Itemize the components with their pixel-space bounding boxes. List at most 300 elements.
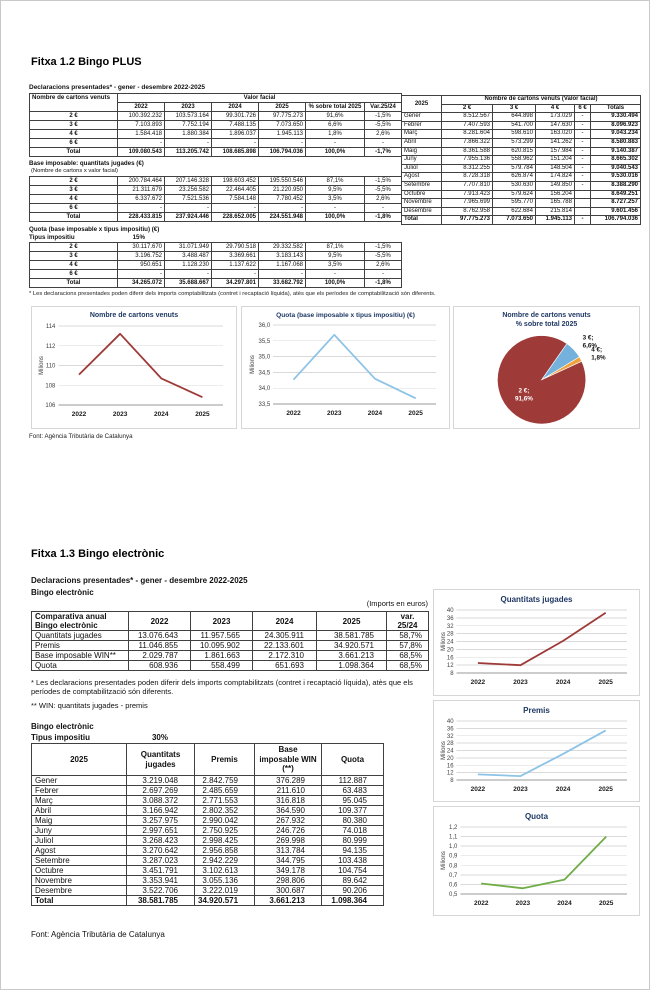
- table-cell: 950.651: [118, 261, 165, 270]
- table-cell: -: [259, 204, 306, 213]
- table-cell: 6.337.672: [118, 195, 165, 204]
- svg-text:106: 106: [45, 402, 56, 409]
- table-cell: 57,8%: [387, 641, 429, 651]
- row-label-cell: Juliol: [402, 164, 442, 173]
- table-cell: 7.584.148: [212, 195, 259, 204]
- table-cell: 3.088.372: [127, 796, 195, 806]
- svg-text:108: 108: [45, 383, 56, 390]
- table-cell: 163.020: [536, 130, 575, 139]
- table-cell: -: [575, 113, 591, 122]
- table-cell: 103.573.164: [165, 112, 212, 121]
- table-cell: 100,0%: [306, 148, 365, 157]
- table-cell: -: [306, 204, 365, 213]
- tipus-impositiu-label: Tipus impositiu: [29, 234, 75, 241]
- table-cell: 2,6%: [365, 195, 402, 204]
- table-cell: 8.361.588: [442, 147, 493, 156]
- svg-text:36,0: 36,0: [258, 323, 270, 330]
- col-2022: 2022: [118, 103, 165, 112]
- table-cell: -: [259, 139, 306, 148]
- table-cell: 2,6%: [365, 261, 402, 270]
- table-cell: 58,7%: [387, 631, 429, 641]
- table-cell: 34.920.571: [317, 641, 387, 651]
- table-cell: 1.945.113: [259, 130, 306, 139]
- row-label-cell: Gener: [402, 113, 442, 122]
- table-cell: 157.984: [536, 147, 575, 156]
- table-cell: 109.080.543: [118, 148, 165, 157]
- row-label-cell: 2 €: [30, 177, 118, 186]
- table-row: [402, 147, 641, 156]
- table-cell: 3.219.048: [127, 776, 195, 786]
- svg-text:35,5: 35,5: [258, 339, 270, 346]
- row-label-cell: Octubre: [402, 190, 442, 199]
- table-row: [32, 651, 429, 661]
- table-cell: 316.818: [255, 796, 322, 806]
- table-cell: 3.451.791: [127, 866, 195, 876]
- table-cell: -5,5%: [365, 186, 402, 195]
- tipus-impositiu-value: 15%: [132, 234, 145, 241]
- table-row: [402, 164, 641, 173]
- table-cell: 89.642: [322, 876, 384, 886]
- table-cell: 3.488.487: [165, 252, 212, 261]
- col-var: Var.25/24: [365, 103, 402, 112]
- svg-text:8: 8: [449, 778, 454, 784]
- table-cell: 237.924.446: [165, 213, 212, 222]
- svg-text:Milions: Milions: [39, 355, 45, 375]
- svg-text:2022: 2022: [71, 410, 87, 418]
- svg-text:2025: 2025: [407, 410, 423, 418]
- table-cell: 207.146.328: [165, 177, 212, 186]
- table-cell: 3.287.023: [127, 856, 195, 866]
- imports-en-euros-label: (Imports en euros): [366, 599, 428, 608]
- row-label-cell: Desembre: [402, 207, 442, 216]
- table-cell: 38.581.785: [127, 896, 195, 906]
- table-cell: 9.140.387: [591, 147, 641, 156]
- table-cell: 9.040.543: [591, 164, 641, 173]
- row-label-cell: Premis: [32, 641, 129, 651]
- col-2024: 2024: [253, 612, 317, 631]
- table-row: [32, 836, 384, 846]
- table-cell: 3.369.661: [212, 252, 259, 261]
- chart-title-line2: % sobre total 2025: [515, 320, 578, 328]
- table-cell: 349.178: [255, 866, 322, 876]
- col-pct-total: % sobre total 2025: [306, 103, 365, 112]
- row-label-cell: Maig: [32, 816, 127, 826]
- table-cell: -: [575, 156, 591, 165]
- table-cell: 364.590: [255, 806, 322, 816]
- table-cell: 1.880.384: [165, 130, 212, 139]
- row-label-cell: 4 €: [30, 261, 118, 270]
- table-cell: 2.697.269: [127, 786, 195, 796]
- table-row: [30, 279, 402, 288]
- chart-box-quota-plus: [241, 306, 450, 429]
- row-label-cell: Abril: [402, 138, 442, 147]
- row-label-cell: Base imposable WIN**: [32, 651, 129, 661]
- table-cell: 151.204: [536, 156, 575, 165]
- table-cell: -: [118, 204, 165, 213]
- col-quota: Quota: [322, 744, 384, 776]
- chart-title-line1: Nombre de cartons venuts: [502, 312, 591, 319]
- table-cell: -: [165, 270, 212, 279]
- table-cell: 2.942.229: [195, 856, 255, 866]
- chart-box-quota-electronic: [433, 806, 640, 916]
- base-imposable-subcaption: (Nombre de cartons x valor facial): [31, 168, 118, 174]
- svg-text:110: 110: [45, 363, 56, 370]
- row-label-cell: Agost: [32, 846, 127, 856]
- table-cell: 3.222.019: [195, 886, 255, 896]
- table-cell: 1,8%: [306, 130, 365, 139]
- row-label-cell: 3 €: [30, 252, 118, 261]
- row-label-cell: Juny: [402, 156, 442, 165]
- table-cell: 3.257.975: [127, 816, 195, 826]
- table-cell: -1,8%: [365, 279, 402, 288]
- table-cell: 3.055.136: [195, 876, 255, 886]
- table-cell: 558.499: [191, 661, 253, 671]
- table-cell: 6,6%: [306, 121, 365, 130]
- table-row: [32, 856, 384, 866]
- table-row: [402, 113, 641, 122]
- table-row: [32, 816, 384, 826]
- table-base-imposable: [29, 176, 402, 222]
- table-monthly-2025-bingo-electronic: [31, 743, 384, 906]
- monthly-year-header: 2025: [402, 96, 442, 113]
- table-cell: 10.095.902: [191, 641, 253, 651]
- table-cell: 3.196.752: [118, 252, 165, 261]
- table-cell: 7.752.194: [165, 121, 212, 130]
- table-row: [32, 641, 429, 651]
- table-cell: 2.750.925: [195, 826, 255, 836]
- table-cell: 156.204: [536, 190, 575, 199]
- row-label-cell: Setembre: [32, 856, 127, 866]
- table-cell: 8.649.251: [591, 190, 641, 199]
- row-label-cell: Novembre: [32, 876, 127, 886]
- col-6eur: 6 €: [575, 104, 591, 113]
- table-row: [30, 139, 402, 148]
- table-cell: 215.814: [536, 207, 575, 216]
- table-row: [402, 207, 641, 216]
- table-cell: 80.380: [322, 816, 384, 826]
- table-cell: -: [212, 139, 259, 148]
- tipus-impositiu-value: 30%: [151, 733, 168, 742]
- svg-text:2024: 2024: [555, 786, 570, 793]
- table-cell: 91,6%: [306, 112, 365, 121]
- table-cell: 7.073.650: [259, 121, 306, 130]
- svg-text:2022: 2022: [470, 679, 485, 686]
- col-base-imposable-win: Base imposable WIN (**): [255, 744, 322, 776]
- table-row: [402, 199, 641, 208]
- svg-text:20: 20: [446, 647, 454, 654]
- fitxa13-source: Font: Agència Tributària de Catalunya: [31, 930, 165, 939]
- table-row-header: Nombre de cartons venuts: [30, 94, 118, 112]
- table-row: [402, 190, 641, 199]
- table-cell: 9.043.234: [591, 130, 641, 139]
- svg-text:28: 28: [446, 741, 454, 748]
- table-cell: -1,5%: [365, 243, 402, 252]
- table-cell: 90.206: [322, 886, 384, 896]
- table-cell: 38.581.785: [317, 631, 387, 641]
- table-cell: 7.866.322: [442, 138, 493, 147]
- table-cell: 148.504: [536, 164, 575, 173]
- table-cell: 97.775.273: [259, 112, 306, 121]
- table-cell: 147.630: [536, 121, 575, 130]
- table-cell: 11.957.565: [191, 631, 253, 641]
- table-cell: 644.898: [493, 113, 536, 122]
- row-label-cell: 3 €: [30, 186, 118, 195]
- table-row: [30, 121, 402, 130]
- table-row: [402, 181, 641, 190]
- table-cell: 211.610: [255, 786, 322, 796]
- row-label-cell: 2 €: [30, 112, 118, 121]
- table-cell: 195.550.546: [259, 177, 306, 186]
- table-cell: -: [212, 204, 259, 213]
- pie-chart-pct-total-2025: [457, 330, 637, 424]
- tipus-impositiu-label: Tipus impositiu: [31, 733, 90, 742]
- table-cell: 2.771.553: [195, 796, 255, 806]
- table-cell: 3,5%: [306, 195, 365, 204]
- table-cell: -: [118, 270, 165, 279]
- table-cell: 104.754: [322, 866, 384, 876]
- svg-text:0,7: 0,7: [448, 872, 457, 879]
- fitxa13-section-label2: Bingo electrònic: [31, 722, 94, 731]
- svg-text:4 €;1,8%: 4 €; 1,8%: [590, 345, 606, 361]
- svg-text:40: 40: [446, 719, 454, 725]
- svg-text:12: 12: [446, 770, 454, 777]
- table-cell: 30.117.670: [118, 243, 165, 252]
- table-cell: -: [118, 139, 165, 148]
- table-cell: -: [165, 139, 212, 148]
- line-chart-quota-plus: [246, 320, 446, 418]
- table-cell: 3.102.613: [195, 866, 255, 876]
- svg-text:2025: 2025: [597, 679, 613, 686]
- svg-text:2024: 2024: [154, 410, 169, 418]
- table-cell: 8.728.318: [442, 173, 493, 182]
- tipus-impositiu-row-13: [31, 733, 168, 742]
- table-cell: 34.265.072: [118, 279, 165, 288]
- table-row: [30, 204, 402, 213]
- comparativa-row-header-line2: Bingo electrònic: [35, 621, 98, 630]
- table-cell: 68,5%: [387, 651, 429, 661]
- svg-text:2023: 2023: [512, 786, 528, 793]
- tipus-impositiu-row: [29, 234, 145, 241]
- table-cell: 1.137.622: [212, 261, 259, 270]
- table-cell: 9.530.016: [591, 173, 641, 182]
- svg-text:2 €;91,6%: 2 €; 91,6%: [514, 387, 533, 403]
- table-cell: 3.183.143: [259, 252, 306, 261]
- row-label-cell: 4 €: [30, 130, 118, 139]
- svg-text:33,5: 33,5: [258, 402, 270, 409]
- comparativa-row-header: [32, 612, 129, 631]
- table-row: [402, 138, 641, 147]
- row-label-cell: Gener: [32, 776, 127, 786]
- svg-text:0,5: 0,5: [448, 892, 457, 898]
- svg-text:114: 114: [45, 323, 56, 330]
- col-2022: 2022: [129, 612, 191, 631]
- base-imposable-caption: Base imposable: quantitats jugades (€): [29, 160, 144, 167]
- svg-text:2025: 2025: [597, 786, 613, 793]
- svg-text:20: 20: [446, 755, 454, 762]
- svg-text:12: 12: [446, 663, 454, 670]
- row-label-cell: Juny: [32, 826, 127, 836]
- table-cell: 2.956.858: [195, 846, 255, 856]
- table-cell: 626.874: [493, 173, 536, 182]
- table-cell: 269.998: [255, 836, 322, 846]
- table-cell: 300.687: [255, 886, 322, 896]
- row-label-cell: Març: [32, 796, 127, 806]
- fitxa13-section-label: Bingo electrònic: [31, 588, 94, 597]
- fitxa12-source: Font: Agència Tributària de Catalunya: [29, 433, 133, 440]
- table-cell: 74.018: [322, 826, 384, 836]
- table-cell: [575, 207, 591, 216]
- svg-text:112: 112: [45, 343, 56, 350]
- table-cell: 8.762.958: [442, 207, 493, 216]
- table-cell: 7.407.593: [442, 121, 493, 130]
- line-chart-cartons-venuts: [35, 321, 233, 419]
- table-cell: 8.665.302: [591, 156, 641, 165]
- table-cell: 7.521.536: [165, 195, 212, 204]
- row-label-cell: Total: [30, 279, 118, 288]
- svg-text:24: 24: [446, 748, 454, 755]
- table-cell: 2.997.651: [127, 826, 195, 836]
- table-cell: -1,7%: [365, 148, 402, 157]
- chart-box-quantitats-jugades: [433, 589, 640, 696]
- table-comparativa-anual: [31, 611, 429, 671]
- col-2024: 2024: [212, 103, 259, 112]
- table-cell: 7.488.135: [212, 121, 259, 130]
- svg-text:34,0: 34,0: [258, 386, 270, 393]
- table-cell: 13.076.643: [129, 631, 191, 641]
- table-cell: 8.727.257: [591, 199, 641, 208]
- col-2eur: 2 €: [442, 104, 493, 113]
- svg-text:36: 36: [446, 615, 454, 622]
- table-cell: 9,5%: [306, 252, 365, 261]
- table-cell: 103.438: [322, 856, 384, 866]
- table-row: [32, 846, 384, 856]
- table-cell: -: [365, 139, 402, 148]
- table-cell: 598.610: [493, 130, 536, 139]
- table-cell: 1.128.230: [165, 261, 212, 270]
- line-chart-quota-electronic: [437, 822, 637, 908]
- table-row: [32, 806, 384, 816]
- table-cell: 29.332.582: [259, 243, 306, 252]
- table-cell: 3,5%: [306, 261, 365, 270]
- row-label-cell: Total: [402, 216, 442, 225]
- fitxa12-footnote: * Les declaracions presentades poden diferir dels imports comptabilitzats (contret i recaptació líquida), atès que els períodes de comptabilització són diferents.: [29, 291, 436, 297]
- table-cell: 34.297.801: [212, 279, 259, 288]
- table-cell: 34.920.571: [195, 896, 255, 906]
- table-row: [30, 261, 402, 270]
- table-cell: 149.850: [536, 181, 575, 190]
- svg-text:2023: 2023: [326, 410, 341, 418]
- table-row: [32, 776, 384, 786]
- svg-text:28: 28: [446, 631, 454, 638]
- svg-text:0,8: 0,8: [448, 863, 457, 870]
- svg-text:1,1: 1,1: [448, 834, 457, 841]
- table-row: [402, 121, 641, 130]
- table-cell: 68,5%: [387, 661, 429, 671]
- table-cell: 2.842.759: [195, 776, 255, 786]
- table-cell: 173.029: [536, 113, 575, 122]
- col-2023: 2023: [191, 612, 253, 631]
- table-cell: 95.045: [322, 796, 384, 806]
- row-label-cell: Febrer: [402, 121, 442, 130]
- table-cell: 313.784: [255, 846, 322, 856]
- table-row: [32, 826, 384, 836]
- row-label-cell: Maig: [402, 147, 442, 156]
- table-cell: -5,5%: [365, 121, 402, 130]
- table-cell: [575, 190, 591, 199]
- svg-text:2025: 2025: [195, 410, 210, 418]
- table-cell: 8.512.567: [442, 113, 493, 122]
- col-2023: 2023: [165, 103, 212, 112]
- table-cell: 3.661.213: [317, 651, 387, 661]
- table-cell: -1,5%: [365, 177, 402, 186]
- table-cell: 608.936: [129, 661, 191, 671]
- row-label-cell: Total: [32, 896, 127, 906]
- table-cell: 8.096.923: [591, 121, 641, 130]
- row-label-cell: Març: [402, 130, 442, 139]
- chart-title: Quantitats jugades: [500, 595, 573, 604]
- table-cell: 97.775.273: [442, 216, 493, 225]
- chart-box-pie-pct-2025: [453, 306, 640, 429]
- table-row: [30, 195, 402, 204]
- table-cell: 22.133.601: [253, 641, 317, 651]
- table-row: [30, 213, 402, 222]
- table-cell: 8.580.883: [591, 138, 641, 147]
- table-cell: 108.685.898: [212, 148, 259, 157]
- svg-text:2025: 2025: [598, 900, 613, 907]
- table-cell: 100,0%: [306, 279, 365, 288]
- svg-text:36: 36: [446, 726, 454, 733]
- table-cell: -: [165, 204, 212, 213]
- table-cell: 112.887: [322, 776, 384, 786]
- table-row: [32, 866, 384, 876]
- table-row: [30, 130, 402, 139]
- svg-text:16: 16: [446, 763, 454, 770]
- svg-text:8: 8: [449, 671, 454, 677]
- table-cell: 2.998.425: [195, 836, 255, 846]
- line-chart-premis: [437, 716, 637, 794]
- table-cell: 31.071.949: [165, 243, 212, 252]
- table-cell: 622.684: [493, 207, 536, 216]
- table-cell: -: [575, 216, 591, 225]
- svg-text:3 €;6,6%: 3 €; 6,6%: [582, 333, 597, 349]
- table-row: [32, 886, 384, 896]
- table-cell: 579.624: [493, 190, 536, 199]
- fitxa13-title: Fitxa 1.3 Bingo electrònic: [31, 548, 165, 560]
- table-cell: 109.377: [322, 806, 384, 816]
- table-cell: -: [575, 147, 591, 156]
- row-label-cell: Total: [30, 148, 118, 157]
- svg-text:2024: 2024: [367, 410, 382, 418]
- row-label-cell: Juliol: [32, 836, 127, 846]
- fitxa13-footnote1: * Les declaracions presentades poden diferir dels imports comptabilitzats (contret i recaptació líquida), atès que els períodes de comptabilització són diferents.: [31, 678, 413, 697]
- col-2025: 2025: [259, 103, 306, 112]
- svg-text:32: 32: [446, 623, 454, 630]
- table-row: [30, 148, 402, 157]
- svg-text:Milions: Milions: [440, 741, 447, 760]
- table-cell: -: [259, 270, 306, 279]
- comparativa-row-header-line1: Comparativa anual: [35, 612, 107, 621]
- table-cell: 530.630: [493, 181, 536, 190]
- table-cell: 87,1%: [306, 177, 365, 186]
- table-cell: -: [575, 130, 591, 139]
- svg-text:40: 40: [446, 608, 454, 614]
- table-row: [32, 796, 384, 806]
- table-row: [402, 173, 641, 182]
- table-cell: -: [575, 121, 591, 130]
- table-row: [402, 216, 641, 225]
- table-row: [30, 270, 402, 279]
- row-label-cell: 2 €: [30, 243, 118, 252]
